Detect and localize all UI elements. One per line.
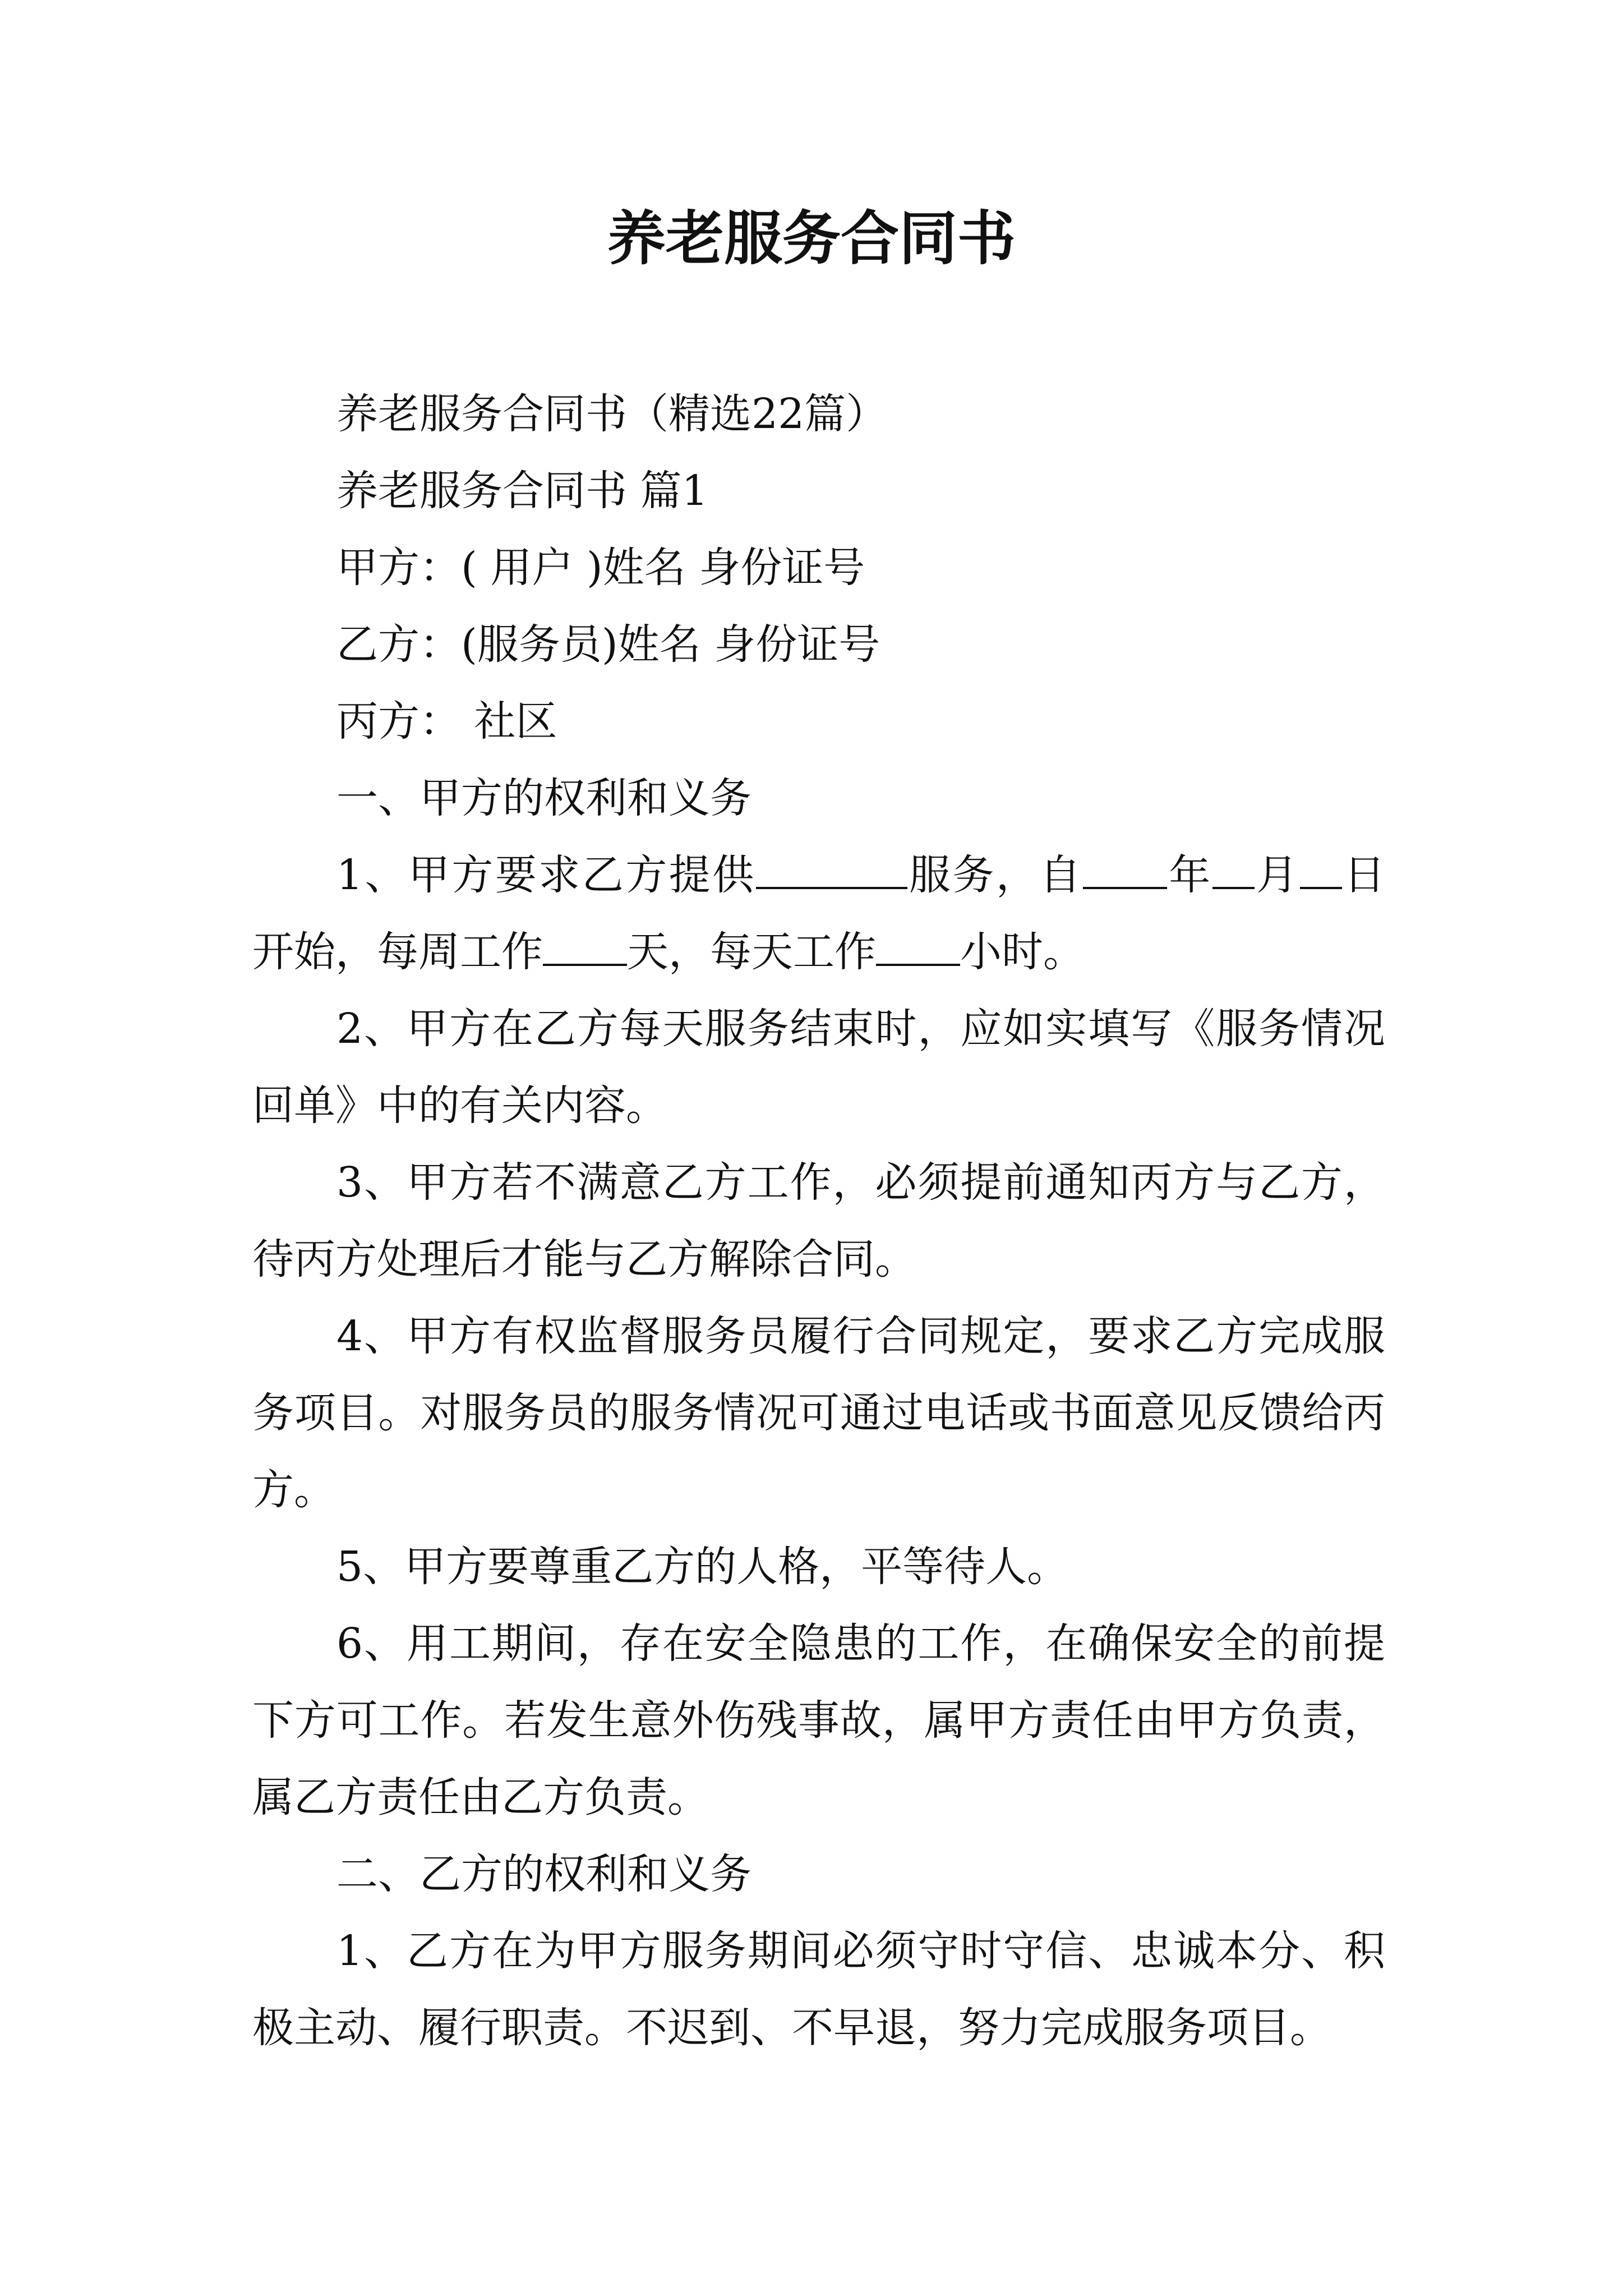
- clause-a1-text-5: 日开始，每周工作: [252, 851, 1386, 976]
- clause-a1: [252, 837, 1385, 991]
- clause-a1-text-7: 小时。: [960, 928, 1085, 976]
- clause-a1-text-2: 服务，自: [907, 851, 1083, 899]
- clause-b1: 1、乙方在为甲方服务期间必须守时守信、忠诚本分、积极主动、履行职责。不迟到、不早退，努力完成服务项目。: [252, 1927, 1385, 2052]
- clause-a1-text-3: 年: [1166, 851, 1212, 899]
- clause-a3: 3、甲方若不满意乙方工作，必须提前通知丙方与乙方，待丙方处理后才能与乙方解除合同。: [252, 1158, 1385, 1283]
- party-b-line: 乙方：(服务员)姓名 身份证号: [336, 620, 880, 669]
- clause-a1-text-4: 月: [1254, 851, 1300, 899]
- blank-day: [1300, 849, 1342, 889]
- party-a-line: 甲方：( 用户 )姓名 身份证号: [336, 544, 865, 592]
- clause-a6: 6、用工期间，存在安全隐患的工作，在确保安全的前提下方可工作。若发生意外伤残事故，属甲方责任由甲方负责，属乙方责任由乙方负责。: [252, 1619, 1385, 1821]
- section-heading-1: 一、甲方的权利和义务: [336, 774, 751, 822]
- section-heading-2: 二、乙方的权利和义务: [336, 1850, 751, 1898]
- blank-year: [1083, 849, 1167, 889]
- blank-month: [1212, 849, 1255, 889]
- document-title: 养老服务合同书: [607, 204, 1016, 273]
- blank-service-type: [756, 849, 907, 889]
- document-body: [252, 376, 1385, 2067]
- clause-a1-text-1: 1、甲方要求乙方提供: [336, 851, 756, 899]
- blank-days-per-week: [543, 926, 627, 966]
- clause-a1-text-6: 天，每天工作: [627, 928, 876, 976]
- clause-a5: 5、甲方要尊重乙方的人格，平等待人。: [336, 1543, 1069, 1591]
- subtitle-line: 养老服务合同书（精选22篇）: [336, 390, 888, 438]
- party-c-line: 丙方： 社区: [336, 697, 557, 746]
- clause-a2: 2、甲方在乙方每天服务结束时，应如实填写《服务情况回单》中的有关内容。: [252, 1005, 1385, 1130]
- clause-a4: 4、甲方有权监督服务员履行合同规定，要求乙方完成服务项目。对服务员的服务情况可通过电话或书面意见反馈给丙方。: [252, 1312, 1385, 1514]
- part-heading: 养老服务合同书 篇1: [336, 467, 708, 515]
- blank-hours-per-day: [876, 926, 960, 966]
